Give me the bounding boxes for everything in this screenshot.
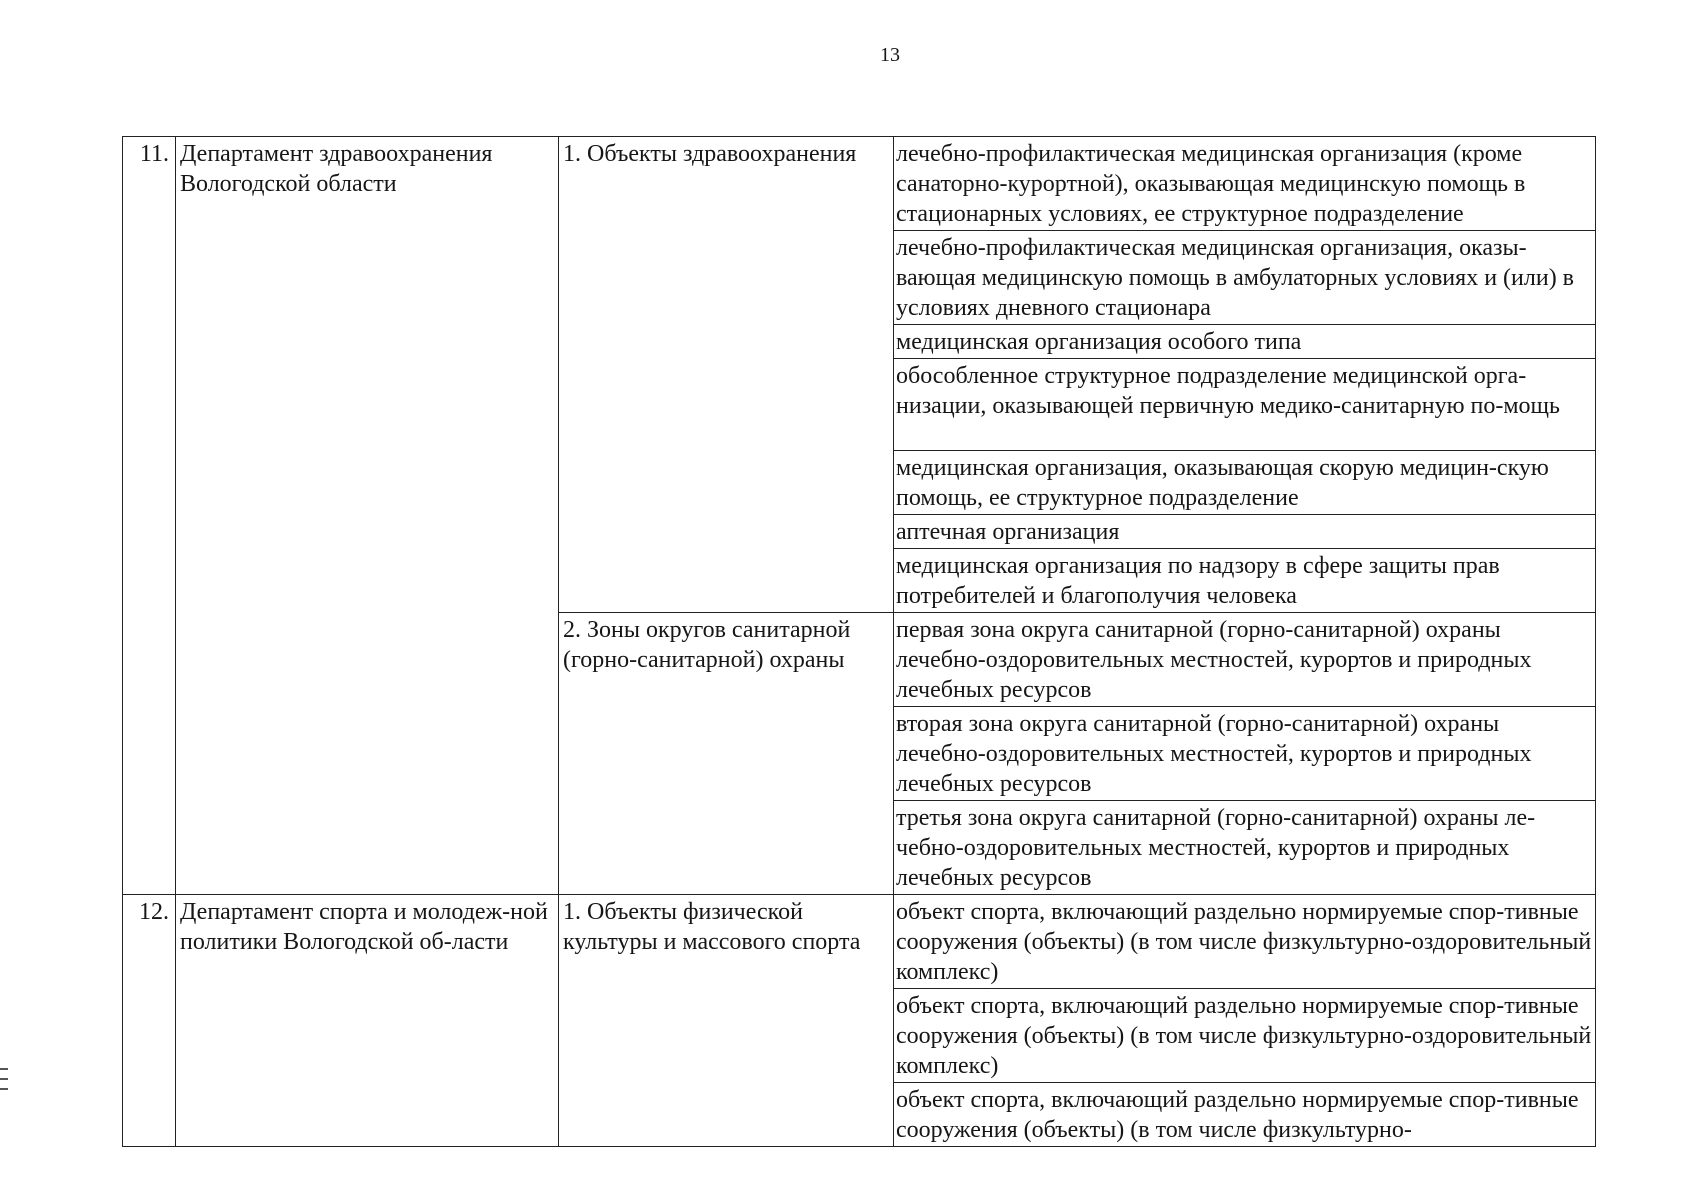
page-number: 13 [880, 44, 900, 66]
table-row [123, 895, 1596, 989]
category-name: 1. Объекты здравоохранения [559, 137, 894, 613]
object-description: лечебно-профилактическая медицинская организация, оказы-вающая медицинскую помощь в амбулаторных условиях и (или) в условиях дневного стационара [894, 231, 1596, 325]
object-description: третья зона округа санитарной (горно-санитарной) охраны ле-чебно-оздоровительных местностей, курортов и природных лечебных ресурсов [894, 801, 1596, 895]
object-description: аптечная организация [894, 515, 1596, 549]
object-description: первая зона округа санитарной (горно-санитарной) охраны лечебно-оздоровительных местностей, курортов и природных лечебных ресурсов [894, 613, 1596, 707]
table-row [123, 137, 1596, 231]
object-description: объект спорта, включающий раздельно нормируемые спор-тивные сооружения (объекты) (в том числе физкультурно-оздоровительный комплекс) [894, 989, 1596, 1083]
object-description: вторая зона округа санитарной (горно-санитарной) охраны лечебно-оздоровительных местностей, курортов и природных лечебных ресурсов [894, 707, 1596, 801]
department-name: Департамент здравоохранения Вологодской области [176, 137, 559, 895]
object-description: обособленное структурное подразделение медицинской орга-низации, оказывающей первичную медико-санитарную по-мощь [894, 359, 1596, 451]
object-description: медицинская организация особого типа [894, 325, 1596, 359]
row-number: 11. [123, 137, 176, 895]
object-description: медицинская организация, оказывающая скорую медицин-скую помощь, ее структурное подразделение [894, 451, 1596, 515]
binding-marks [0, 1068, 8, 1098]
object-description: объект спорта, включающий раздельно нормируемые спор-тивные сооружения (объекты) (в том числе физкультурно- [894, 1083, 1596, 1147]
row-number: 12. [123, 895, 176, 1147]
category-name: 1. Объекты физической культуры и массового спорта [559, 895, 894, 1147]
category-name: 2. Зоны округов санитарной (горно-санитарной) охраны [559, 613, 894, 895]
department-name: Департамент спорта и молодеж-ной политики Вологодской об-ласти [176, 895, 559, 1147]
object-description: лечебно-профилактическая медицинская организация (кроме санаторно-курортной), оказывающая медицинскую помощь в стационарных условиях, ее структурное подразделение [894, 137, 1596, 231]
object-description: объект спорта, включающий раздельно нормируемые спор-тивные сооружения (объекты) (в том числе физкультурно-оздоровительный комплекс) [894, 895, 1596, 989]
objects-table [122, 136, 1596, 1147]
object-description: медицинская организация по надзору в сфере защиты прав потребителей и благополучия человека [894, 549, 1596, 613]
